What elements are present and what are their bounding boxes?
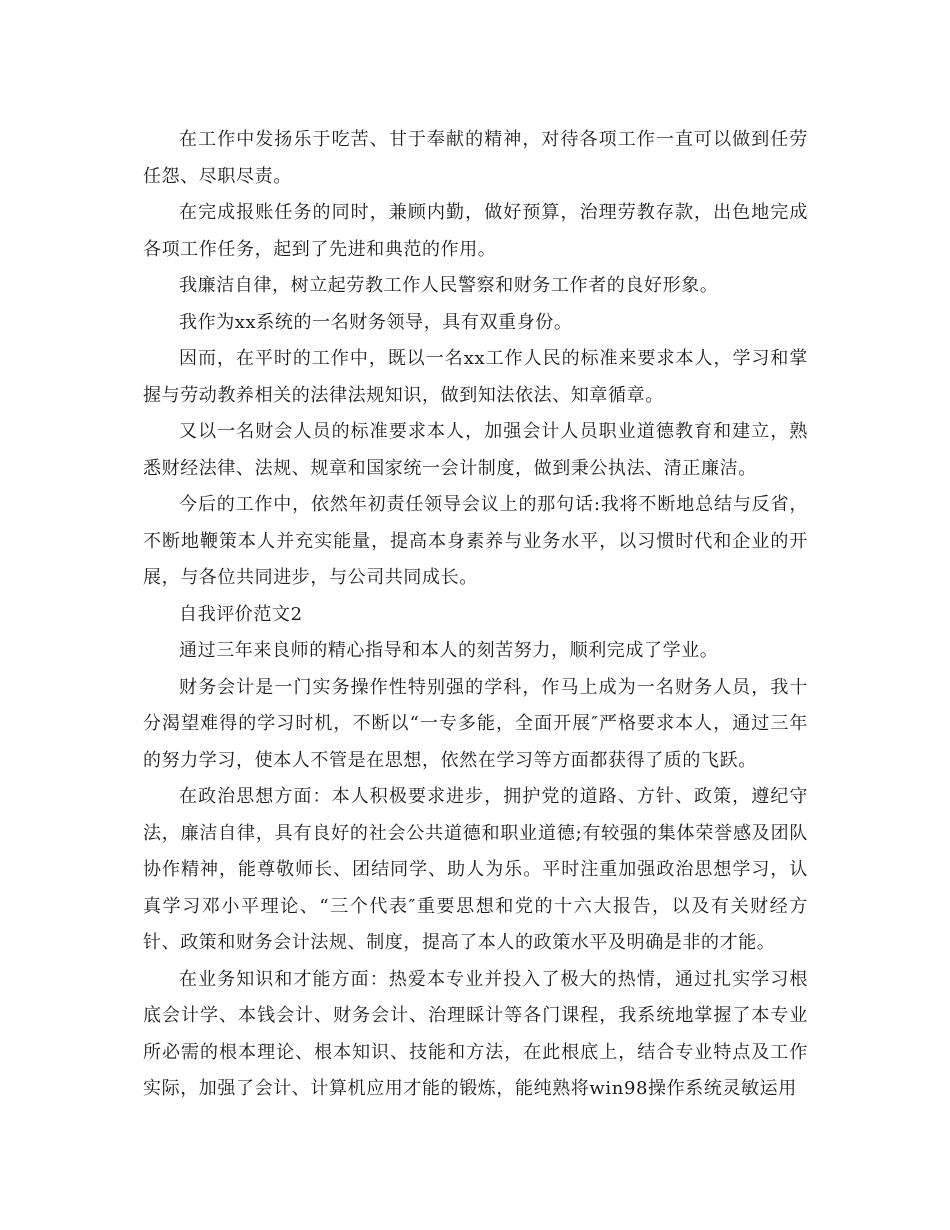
paragraph: 在政治思想方面：本人积极要求进步，拥护党的道路、方针、政策，遵纪守法，廉洁自律，具有良好的社会公共道德和职业道德;有较强的集体荣誉感及团队协作精神，能尊敬师长、团结同学、助人为乐。平时注重加强政治思想学习，认真学习邓小平理论、“三个代表″重要思想和党的十六大报告，以及有关财经方针、政策和财务会计法规、制度，提高了本人的政策水平及明确是非的才能。	[143, 786, 808, 953]
paragraph: 通过三年来良师的精心指导和本人的刻苦努力，顺利完成了学业。	[179, 640, 719, 661]
section-heading: 自我评价范文2	[179, 603, 303, 625]
paragraph: 我廉洁自律，树立起劳教工作人民警察和财务工作者的良好形象。	[179, 275, 719, 296]
paragraph: 今后的工作中，依然年初责任领导会议上的那句话:我将不断地总结与反省，不断地鞭策本人并充实能量，提高本身素养与业务水平，以习惯时代和企业的开展，与各位共同进步，与公司共同成长。	[143, 494, 808, 588]
document-page	[143, 122, 808, 1108]
paragraph: 在业务知识和才能方面：热爱本专业并投入了极大的热情，通过扎实学习根底会计学、本钱会计、财务会计、治理睬计等各门课程，我系统地掌握了本专业所必需的根本理论、根本知识、技能和方法，在此根底上，结合专业特点及工作实际，加强了会计、计算机应用才能的锻炼，能纯熟将win98操作系统灵敏运用	[143, 968, 808, 1099]
paragraph: 又以一名财会人员的标准要求本人，加强会计人员职业道德教育和建立，熟悉财经法律、法规、规章和国家统一会计制度，做到秉公执法、清正廉洁。	[143, 421, 808, 479]
paragraph: 因而，在平时的工作中，既以一名xx工作人民的标准来要求本人，学习和掌握与劳动教养相关的法律法规知识，做到知法依法、知章循章。	[143, 348, 808, 406]
paragraph: 在完成报账任务的同时，兼顾内勤，做好预算，治理劳教存款，出色地完成各项工作任务，起到了先进和典范的作用。	[143, 202, 808, 260]
paragraph: 财务会计是一门实务操作性特别强的学科，作马上成为一名财务人员，我十分渴望难得的学习时机，不断以“一专多能，全面开展″严格要求本人，通过三年的努力学习，使本人不管是在思想，依然在学习等方面都获得了质的飞跃。	[143, 676, 808, 771]
paragraph: 在工作中发扬乐于吃苦、甘于奉献的精神，对待各项工作一直可以做到任劳任怨、尽职尽责。	[143, 129, 808, 187]
paragraph: 我作为xx系统的一名财务领导，具有双重身份。	[179, 311, 573, 333]
